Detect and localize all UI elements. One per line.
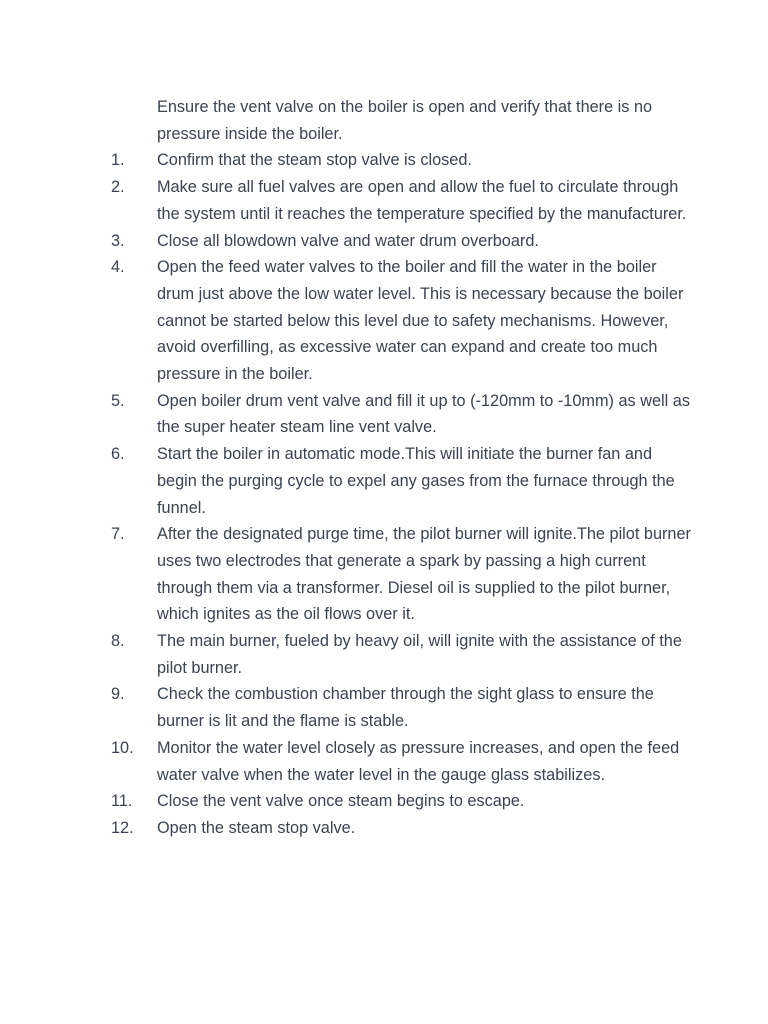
list-item (111, 174, 691, 227)
list-item (111, 788, 691, 815)
list-item-number: 12. (111, 818, 134, 837)
list-item (111, 681, 691, 734)
list-item-text: Close all blowdown valve and water drum overboard. (157, 231, 539, 250)
list-item-number: 10. (111, 738, 134, 757)
list-item-number: 11. (111, 792, 133, 811)
list-item-text: Open the steam stop valve. (157, 818, 356, 837)
list-item-number: 7. (111, 525, 125, 544)
list-item-text: Check the combustion chamber through the sight glass to ensure the burner is lit and the flame is stable. (157, 685, 654, 731)
document-body (111, 94, 691, 842)
list-item-number: 6. (111, 445, 125, 464)
list-item (111, 628, 691, 681)
intro-paragraph (111, 94, 691, 147)
list-item-number: 9. (111, 685, 125, 704)
list-item-text: The main burner, fueled by heavy oil, will ignite with the assistance of the pilot burner. (157, 632, 682, 677)
list-item-text: Confirm that the steam stop valve is closed. (157, 151, 472, 170)
list-item-text: Start the boiler in automatic mode.This will initiate the burner fan and begin the purging cycle to expel any gases from the furnace through the funnel. (157, 445, 675, 517)
list-item (111, 441, 691, 521)
list-item-text: Open boiler drum vent valve and fill it up to (-120mm to -10mm) as well as the super heater steam line vent valve. (157, 391, 690, 437)
list-item (111, 521, 691, 628)
list-item-number: 2. (111, 178, 125, 197)
list-item-text: Monitor the water level closely as pressure increases, and open the feed water valve when the water level in the gauge glass stabilizes. (157, 738, 680, 784)
list-item-number: 1. (111, 151, 125, 170)
list-item-text: Close the vent valve once steam begins to escape. (157, 792, 525, 811)
list-item-number: 5. (111, 391, 125, 410)
list-item (111, 735, 691, 788)
list-item-text: Make sure all fuel valves are open and allow the fuel to circulate through the system until it reaches the temperature specified by the manufacturer. (157, 178, 687, 223)
intro-text: Ensure the vent valve on the boiler is open and verify that there is no pressure inside the boiler. (157, 98, 653, 143)
list-item-text: Open the feed water valves to the boiler and fill the water in the boiler drum just above the low water level. This is necessary because the boiler cannot be started below this level due to safety mechanisms. However, avoid overfilling, as excessive water can expand and create too much pressure in the boiler. (157, 258, 684, 384)
list-item-number: 8. (111, 632, 125, 651)
list-item (111, 254, 691, 388)
list-item (111, 815, 691, 842)
list-item (111, 388, 691, 441)
list-item (111, 228, 691, 255)
list-item (111, 147, 691, 174)
list-item-number: 3. (111, 231, 125, 250)
list-item-number: 4. (111, 258, 125, 277)
list-item-text: After the designated purge time, the pilot burner will ignite.The pilot burner uses two electrodes that generate a spark by passing a high current through them via a transformer. Diesel oil is supplied to the pilot burner, which ignites as the oil flows over it. (157, 525, 691, 624)
